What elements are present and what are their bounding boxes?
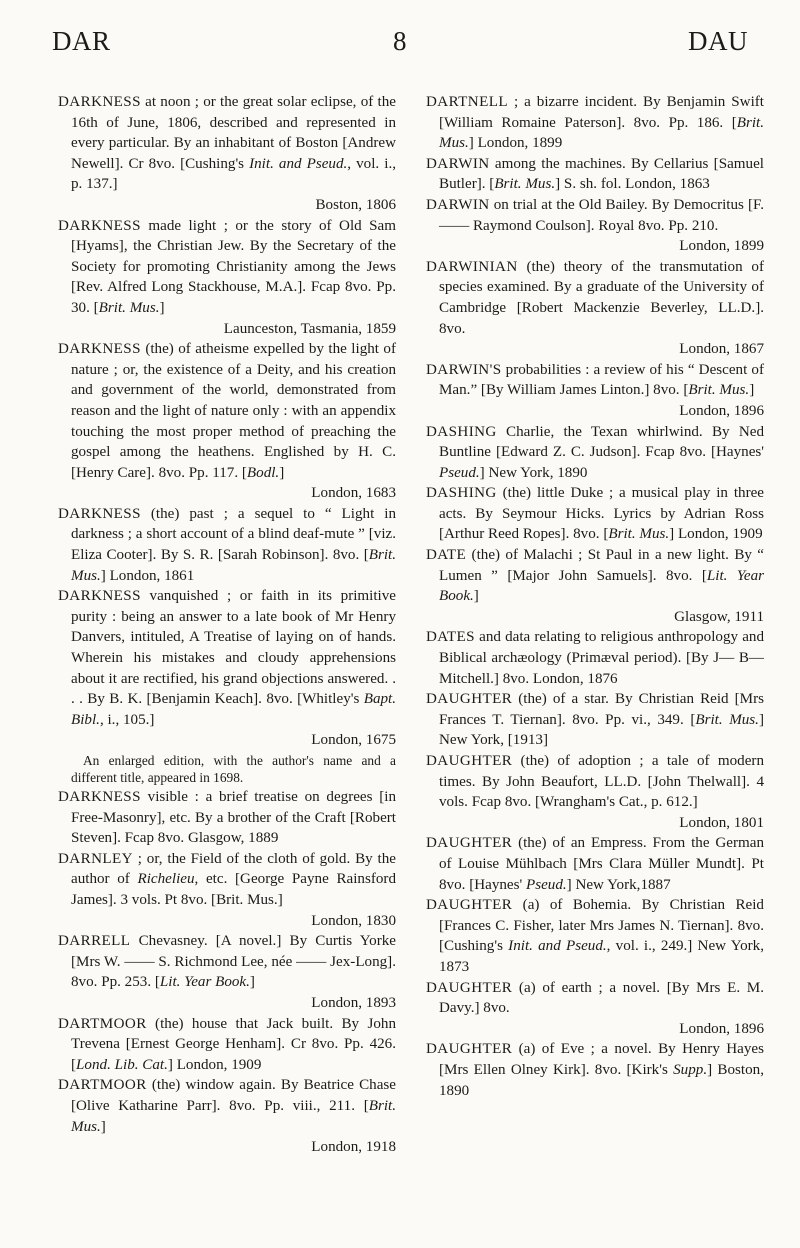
entry-headword: DARWIN [426,196,490,213]
bibliography-entry [426,545,764,627]
entry-body: (the) of Malachi ; St Paul in a new light. By “ Lumen ” [Major John Samuels]. 8vo. [ [439,547,764,584]
entry-headword: DAUGHTER [426,897,513,914]
header-left-guide: DAR [52,26,111,56]
entry-source-title: Brit. Mus. [98,299,160,316]
entry-body: ; or, the Field of the cloth of gold. By the author of [71,850,396,888]
bibliography-entry [426,257,764,360]
bibliography-entry [426,978,764,1040]
bibliography-entry [58,586,396,751]
bibliography-entry [58,339,396,504]
entry-body-tail: ] London, 1909 [669,526,763,543]
entry-source-title: Pseud. [439,464,480,481]
entry-body: (the) little Duke ; a musical play in three acts. By Seymour Hicks. Lyrics by Adrian Ross [Arthur Reed Ropes]. 8vo. [ [439,485,764,543]
right-column [426,92,764,1101]
bibliography-entry [426,422,764,484]
entry-body: among the machines. By Cellarius [Samuel Butler]. [ [439,155,764,193]
entry-body-tail: ] Boston, 1890 [439,1061,764,1099]
entry-body: visible : a brief treatise on degrees [in Free-Masonry], etc. By a brother of the Craft [Robert Steven]. Fcap 8vo. Glasgow, 1889 [71,789,396,847]
entry-imprint: London, 1918 [311,1139,396,1156]
entry-imprint: London, 1893 [311,994,396,1011]
entry-body: (a) of Eve ; a novel. By Henry Hayes [Mrs Ellen Olney Kirk]. 8vo. [Kirk's [439,1041,764,1078]
entry-headword: DAUGHTER [426,835,513,852]
header-right-guide: DAU [688,26,748,56]
entry-imprint: London, 1896 [679,402,764,419]
entry-headword: DAUGHTER [426,979,513,996]
entry-body-tail: ] New York,1887 [566,876,671,893]
entry-imprint: Glasgow, 1911 [674,608,764,625]
entry-body: (the) of adoption ; a tale of modern times. By John Beaufort, LL.D. [John Thelwall]. 4 vols. Fcap 8vo. [Wrangham's Cat., p. 612.] [439,753,764,811]
entry-body: Charlie, the Texan whirlwind. By Ned Buntline [Edward Z. C. Judson]. Fcap 8vo. [Haynes' [439,423,764,461]
entry-body-tail: ] [249,974,255,991]
entry-body: (the) theory of the transmutation of species examined. By a graduate of the University of Cambridge [Robert Mackenzie Beverley, LL.D.]. 8vo. [439,258,764,337]
entry-body-tail: , vol. i., p. 137.] [71,155,396,193]
entry-headword: DATE [426,547,467,564]
bibliography-entry [58,216,396,340]
entry-source-title: Brit. Mus. [688,382,750,399]
entry-body-tail: ] [749,382,755,399]
entry-body-tail: ] [159,299,165,316]
entry-headword: DARKNESS [58,789,141,805]
entry-headword: DASHING [426,485,497,502]
entry-source-title: Richelieu [137,871,195,888]
entry-headword: DATES [426,629,475,646]
entry-headword: DARNLEY [58,850,133,867]
entry-headword: DARWIN'S [426,361,502,378]
bibliography-entry [426,895,764,977]
entry-imprint: London, 1675 [311,732,396,749]
entry-headword: DARKNESS [58,94,141,110]
entry-source-title: Supp. [673,1061,708,1078]
entry-body-tail: , i., 105.] [99,711,155,728]
entry-body: and data relating to religious anthropology and Biblical archæology (Primæval period). [By J— B— Mitchell.] 8vo. London, 1876 [439,629,764,687]
entry-body: on trial at the Old Bailey. By Democritus [F. —— Raymond Coulson]. Royal 8vo. Pp. 210. [439,196,764,234]
bibliography-entry [426,360,764,422]
entry-body-tail: ] S. sh. fol. London, 1863 [555,176,710,193]
entry-source-title: Bodl. [246,464,280,481]
entry-headword: DAUGHTER [426,753,513,769]
entry-source-title: Brit. Mus. [608,526,670,543]
entry-headword: DARKNESS [58,217,141,234]
entry-body-tail: ] London, 1909 [167,1056,262,1073]
entry-body: Chevasney. [A novel.] By Curtis Yorke [Mrs W. —— S. Richmond Lee, née —— Jex-Long]. 8vo. Pp. 253. [ [71,933,396,991]
entry-body-tail: ] [279,464,285,481]
entry-body: ; a bizarre incident. By Benjamin Swift [William Romaine Paterson]. 8vo. Pp. 186. [ [439,94,764,131]
bibliography-entry [426,689,764,751]
entry-imprint: London, 1896 [679,1020,764,1037]
entry-body: probabilities : a review of his “ Descent of Man.” [By William James Linton.] 8vo. [ [439,361,764,399]
bibliography-entry [426,195,764,257]
bibliography-entry [58,931,396,1013]
entry-note: An enlarged edition, with the author's name and a different title, appeared in 1698. [71,753,396,785]
entry-body: (the) of an Empress. From the German of Louise Mühlbach [Mrs Clara Müller Mundt]. Pt 8vo. [Haynes' [439,835,765,893]
entry-source-title: Lit. Year Book. [159,974,250,991]
entry-headword: DARTMOOR [58,1077,147,1094]
entry-body-tail: ] [473,588,479,605]
left-column [58,92,396,1158]
entry-imprint: London, 1899 [679,238,764,255]
entry-body: (the) window again. By Beatrice Chase [Olive Katharine Parr]. 8vo. Pp. viii., 211. [ [71,1077,397,1114]
entry-body-tail: ] New York, [1913] [439,711,764,749]
entry-headword: DARTMOOR [58,1015,147,1032]
entry-headword: DARKNESS [58,588,141,605]
bibliography-entry [426,627,764,689]
entry-headword: DARKNESS [58,341,141,358]
entry-imprint: London, 1801 [679,814,764,831]
entry-source-title: Bapt. Bibl. [71,691,396,728]
entry-body-tail: ] New York, 1890 [479,464,588,481]
entry-source-title: Lond. Lib. Cat. [76,1056,168,1073]
entry-headword: DAUGHTER [426,1041,513,1058]
entry-body-tail: , etc. [George Payne Rainsford James]. 3 vols. Pt 8vo. [Brit. Mus.] [71,871,396,908]
entry-body: (the) of a star. By Christian Reid [Mrs Frances T. Tiernan]. 8vo. Pp. vi., 349. [ [439,691,764,728]
bibliography-entry [58,1075,396,1157]
entry-source-title: Brit. Mus. [695,711,759,728]
bibliography-entry [426,1039,764,1101]
entry-headword: DARTNELL [426,94,508,110]
entry-imprint: London, 1830 [311,912,396,929]
entry-body: at noon ; or the great solar eclipse, of the 16th of June, 1806, described and represented in every particular. By an inhabitant of Boston [Andrew Newell]. Cr 8vo. [Cushing's [71,94,396,172]
page-number: 8 [393,26,407,56]
bibliography-entry [58,504,396,586]
bibliography-entry [426,154,764,195]
entry-imprint: London, 1683 [311,485,396,502]
entry-headword: DARRELL [58,933,131,950]
entry-source-title: Brit. Mus. [71,547,396,584]
entry-body: (a) of Bohemia. By Christian Reid [Frances C. Fisher, later Mrs James N. Tiernan]. 8vo. [Cushing's [439,897,764,955]
bibliography-entry [58,787,396,849]
entry-body: made light ; or the story of Old Sam [Hyams], the Christian Jew. By the Secretary of the Society for promoting Christianity among the Jews [Rev. Alfred Long Stackhouse, M.A.]. Fcap 8vo. Pp. 30. [ [71,217,396,316]
entry-body: vanquished ; or faith in its primitive purity : being an answer to a late book of Mr Henry Danvers, intituled, A Treatise of laying on of hands. Wherein his mistakes and cloudy apprehensions about it are rectified, his grand objections answered. . . . By B. K. [Benjamin Keach]. 8vo. [Whitley's [71,588,396,708]
entry-body: (the) house that Jack built. By John Trevena [Ernest George Henham]. Cr 8vo. Pp. 426. [ [71,1015,396,1073]
entry-body-tail: ] London, 1899 [468,135,563,152]
entry-body-tail: ] [100,1118,106,1135]
entry-source-title: Pseud. [525,876,567,893]
bibliography-entry [426,833,764,895]
running-header [52,26,748,66]
entry-imprint: London, 1867 [679,341,764,358]
entry-headword: DAUGHTER [426,691,513,708]
entry-imprint: Launceston, Tasmania, 1859 [223,320,396,337]
entry-body-tail: ] London, 1861 [100,567,195,584]
bibliography-entry [58,849,396,931]
entry-source-title: Init. and Pseud. [508,938,607,955]
entry-body: (the) past ; a sequel to “ Light in darkness ; a short account of a blind deaf-mute ” [viz. Eliza Cooter]. By S. R. [Sarah Robinson]. 8vo. [ [71,505,396,564]
entry-source-title: Brit. Mus. [494,176,556,193]
bibliography-entry [426,483,764,545]
entry-body-tail: , vol. i., 249.] New York, 1873 [439,938,764,975]
entry-source-title: Init. and Pseud. [249,155,348,172]
entry-headword: DARWIN [426,155,490,172]
entry-headword: DARKNESS [58,505,141,522]
entry-source-title: Brit. Mus. [439,114,764,152]
bibliography-entry [58,92,396,216]
entry-body: (the) of atheisme expelled by the light of nature ; or, the existence of a Deity, and his creation and government of the world, demonstrated from reason and the light of nature only : with an appendix touching the most proper method of preaching the gospel among the heathens. Englished by H. C. [Henry Care]. 8vo. Pp. 117. [ [71,341,396,481]
bibliography-entry [58,1014,396,1076]
entry-source-title: Brit. Mus. [71,1097,396,1135]
entry-body: (a) of earth ; a novel. [By Mrs E. M. Davy.] 8vo. [439,979,764,1017]
entry-headword: DARWINIAN [426,258,518,275]
bibliography-entry [426,92,764,154]
entry-imprint: Boston, 1806 [315,196,396,213]
entry-source-title: Lit. Year Book. [439,567,764,605]
bibliography-entry [426,751,764,833]
entry-headword: DASHING [426,423,497,440]
